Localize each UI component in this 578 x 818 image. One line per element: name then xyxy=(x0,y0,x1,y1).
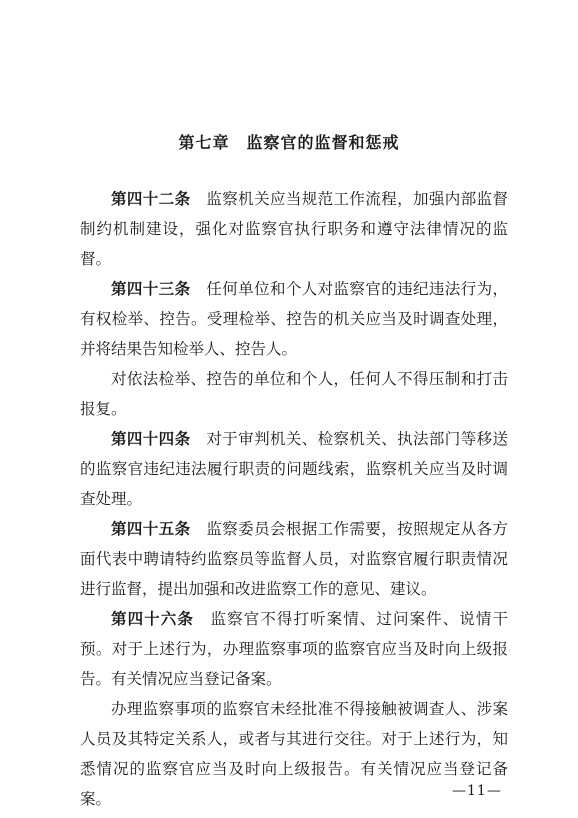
paragraph-7 xyxy=(80,694,508,814)
paragraph-1 xyxy=(80,184,508,274)
article-43-clause-2: 对依法检举、控告的单位和个人，任何人不得压制和打击报复。 xyxy=(80,370,508,418)
paragraph-6 xyxy=(80,604,508,694)
article-42-text: 监察机关应当规范工作流程，加强内部监督制约机制建设，强化对监察官执行职务和遵守法律情况的监督。 xyxy=(80,190,508,268)
paragraph-5 xyxy=(80,514,508,604)
article-45-text: 监察委员会根据工作需要，按照规定从各方面代表中聘请特约监察员等监督人员，对监察官履行职责情况进行监督，提出加强和改进监察工作的意见、建议。 xyxy=(80,520,508,598)
article-42-label: 第四十二条 xyxy=(111,190,191,208)
article-44-label: 第四十四条 xyxy=(111,430,191,448)
article-43-text: 任何单位和个人对监察官的违纪违法行为，有权检举、控告。受理检举、控告的机关应当及时调查处理，并将结果告知检举人、控告人。 xyxy=(80,280,508,358)
article-44-text: 对于审判机关、检察机关、执法部门等移送的监察官违纪违法履行职责的问题线索，监察机关应当及时调查处理。 xyxy=(80,430,508,508)
article-45-label: 第四十五条 xyxy=(111,520,191,538)
paragraph-4 xyxy=(80,424,508,514)
chapter-body xyxy=(80,184,508,814)
chapter-title: 第七章 监察官的监督和惩戒 xyxy=(178,133,400,152)
article-46-text: 监察官不得打听案情、过问案件、说情干预。对于上述行为，办理监察事项的监察官应当及时向上级报告。有关情况应当登记备案。 xyxy=(80,610,508,688)
article-46-label: 第四十六条 xyxy=(111,610,194,628)
page-number: —11— xyxy=(452,783,502,799)
article-46-clause-2: 办理监察事项的监察官未经批准不得接触被调查人、涉案人员及其特定关系人，或者与其进行交往。对于上述行为，知悉情况的监察官应当及时向上级报告。有关情况应当登记备案。 xyxy=(80,700,508,808)
paragraph-3 xyxy=(80,364,508,424)
article-43-label: 第四十三条 xyxy=(111,280,191,298)
paragraph-2 xyxy=(80,274,508,364)
